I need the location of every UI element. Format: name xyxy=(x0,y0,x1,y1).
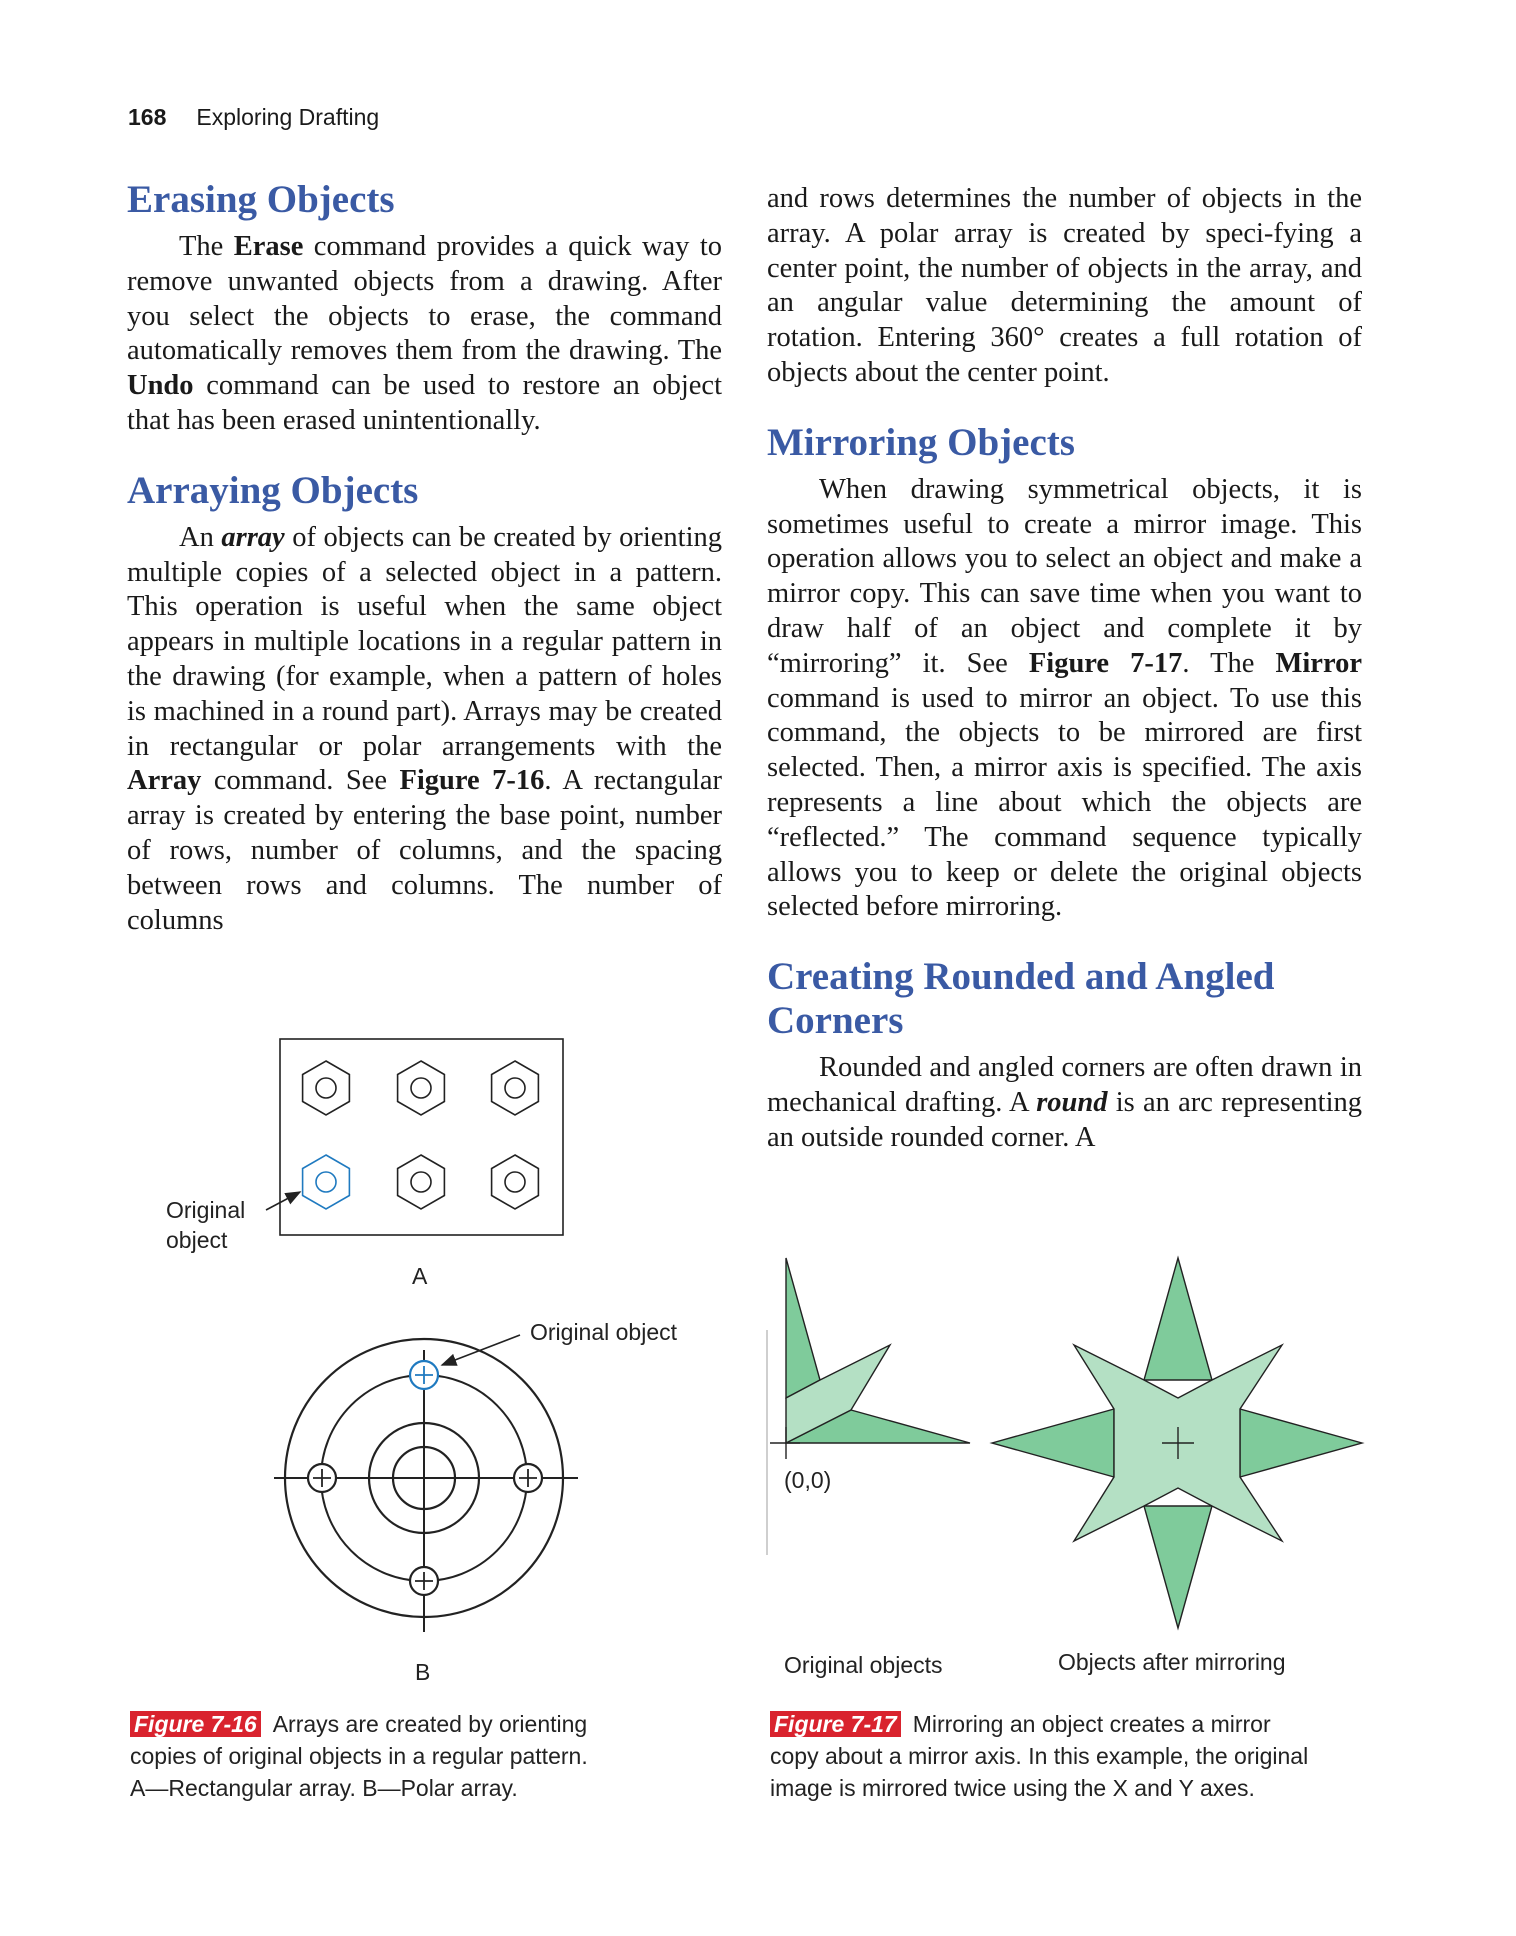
figure-7-17-mirrored-objects xyxy=(992,1258,1362,1628)
term-array: array xyxy=(221,521,285,553)
label-objects-after-mirroring: Objects after mirroring xyxy=(1058,1649,1286,1675)
label-original-line2: object xyxy=(166,1227,228,1253)
term-erase: Erase xyxy=(233,231,304,262)
mirrored-point-top xyxy=(1144,1258,1212,1380)
hole-original xyxy=(410,1361,438,1389)
heading-rounded-angled-corners: Creating Rounded and Angled Corners xyxy=(767,955,1275,1043)
paragraph-rounded: Rounded and angled corners are often drawn in mechanical drafting. A round is an arc representing an outside rounded corner. A xyxy=(767,1052,1362,1153)
heading-mirroring-objects: Mirroring Objects xyxy=(767,420,1075,464)
figure-label-7-16: Figure 7-16 xyxy=(130,1711,261,1737)
paragraph-mirroring: When drawing symmetrical objects, it is sometimes useful to create a mirror image. This operation allows you to select an object and make a mirror copy. This can save time when you want to draw half of an object and complete it by “mirroring” it. See Figure 7-17. The Mirror command is used to mirror an object. To use this command, the objects to be mirrored are first selected. Then, a mirror axis is specified. The axis represents a line about which the objects are “reflected.” The command sequence typically allows you to keep or delete the original objects selected before mirroring. xyxy=(767,473,1362,923)
figure-ref-7-17: Figure 7-17 xyxy=(1028,647,1183,679)
hexnut-r2c2 xyxy=(398,1155,445,1209)
label-origin: (0,0) xyxy=(784,1467,832,1493)
hexnut-r2c3 xyxy=(492,1155,539,1209)
figure-7-16-polar-array xyxy=(274,1335,578,1632)
figure-7-16-rectangular-array xyxy=(166,1039,563,1289)
hole-left xyxy=(308,1464,336,1492)
heading-arraying-objects: Arraying Objects xyxy=(127,468,419,512)
book-title: Exploring Drafting xyxy=(196,104,380,130)
hexnut-r1c1 xyxy=(303,1061,350,1115)
heading-erasing-objects: Erasing Objects xyxy=(127,178,395,221)
page-number: 168 xyxy=(128,104,167,130)
hole-right xyxy=(514,1464,542,1492)
label-original-objects: Original objects xyxy=(784,1652,943,1678)
term-mirror: Mirror xyxy=(1275,647,1362,679)
paragraph-arraying: An array of objects can be created by orienting multiple copies of a selected object in a pattern. This operation is useful when the same object appears in multiple locations in a regular pattern in the drawing (for example, when a pattern of holes is machined in a round part). Arrays may be created in rectangular or polar arrangements with the Array command. See Figure 7-16. A rectangular array is created by entering the base point, number of rows, number of columns, and the spacing between rows and columns. The number of columns xyxy=(127,521,723,936)
term-undo: Undo xyxy=(127,370,194,402)
label-b: B xyxy=(415,1659,431,1685)
hexnut-original xyxy=(303,1155,350,1209)
mirrored-point-bottom xyxy=(1144,1506,1212,1628)
paragraph-erasing: The Erase command provides a quick way to remove unwanted objects from a drawing. After you select the objects to erase, the command automatically removes them from the drawing. The Undo command can be used to restore an object that has been erased unintentionally. xyxy=(127,231,723,436)
hole-bottom xyxy=(410,1567,438,1595)
figure-ref-7-16: Figure 7-16 xyxy=(399,765,545,797)
arrow-original-object-a xyxy=(266,1192,300,1210)
mirrored-point-left xyxy=(992,1409,1114,1477)
mirrored-point-right xyxy=(1240,1409,1362,1477)
paragraph-array-continued: and rows determines the number of objects in the array. A polar array is created by speci-fying a center point, the number of objects in the array, and an angular value determining the amount of rotation. Entering 360° creates a full rotation of objects about the center point. xyxy=(767,183,1362,388)
caption-figure-7-16: Figure 7-16 Arrays are created by orienting copies of original objects in a regular pattern. A—Rectangular array. B—Polar array. xyxy=(130,1711,588,1801)
label-a: A xyxy=(412,1263,428,1289)
term-array-command: Array xyxy=(127,765,202,797)
hexnut-r1c3 xyxy=(492,1061,539,1115)
figure-7-17-original-objects xyxy=(767,1258,970,1555)
figure-label-7-17: Figure 7-17 xyxy=(770,1711,901,1737)
label-original-line1: Original xyxy=(166,1197,246,1223)
term-round: round xyxy=(1036,1086,1108,1118)
caption-figure-7-17: Figure 7-17 Mirroring an object creates a mirror copy about a mirror axis. In this example, the original image is mirrored twice using the X and Y axes. xyxy=(770,1711,1309,1801)
hexnut-r1c2 xyxy=(398,1061,445,1115)
original-point-top xyxy=(786,1258,820,1398)
arrow-original-object-b xyxy=(442,1335,520,1365)
label-original-object: Original object xyxy=(530,1319,678,1345)
